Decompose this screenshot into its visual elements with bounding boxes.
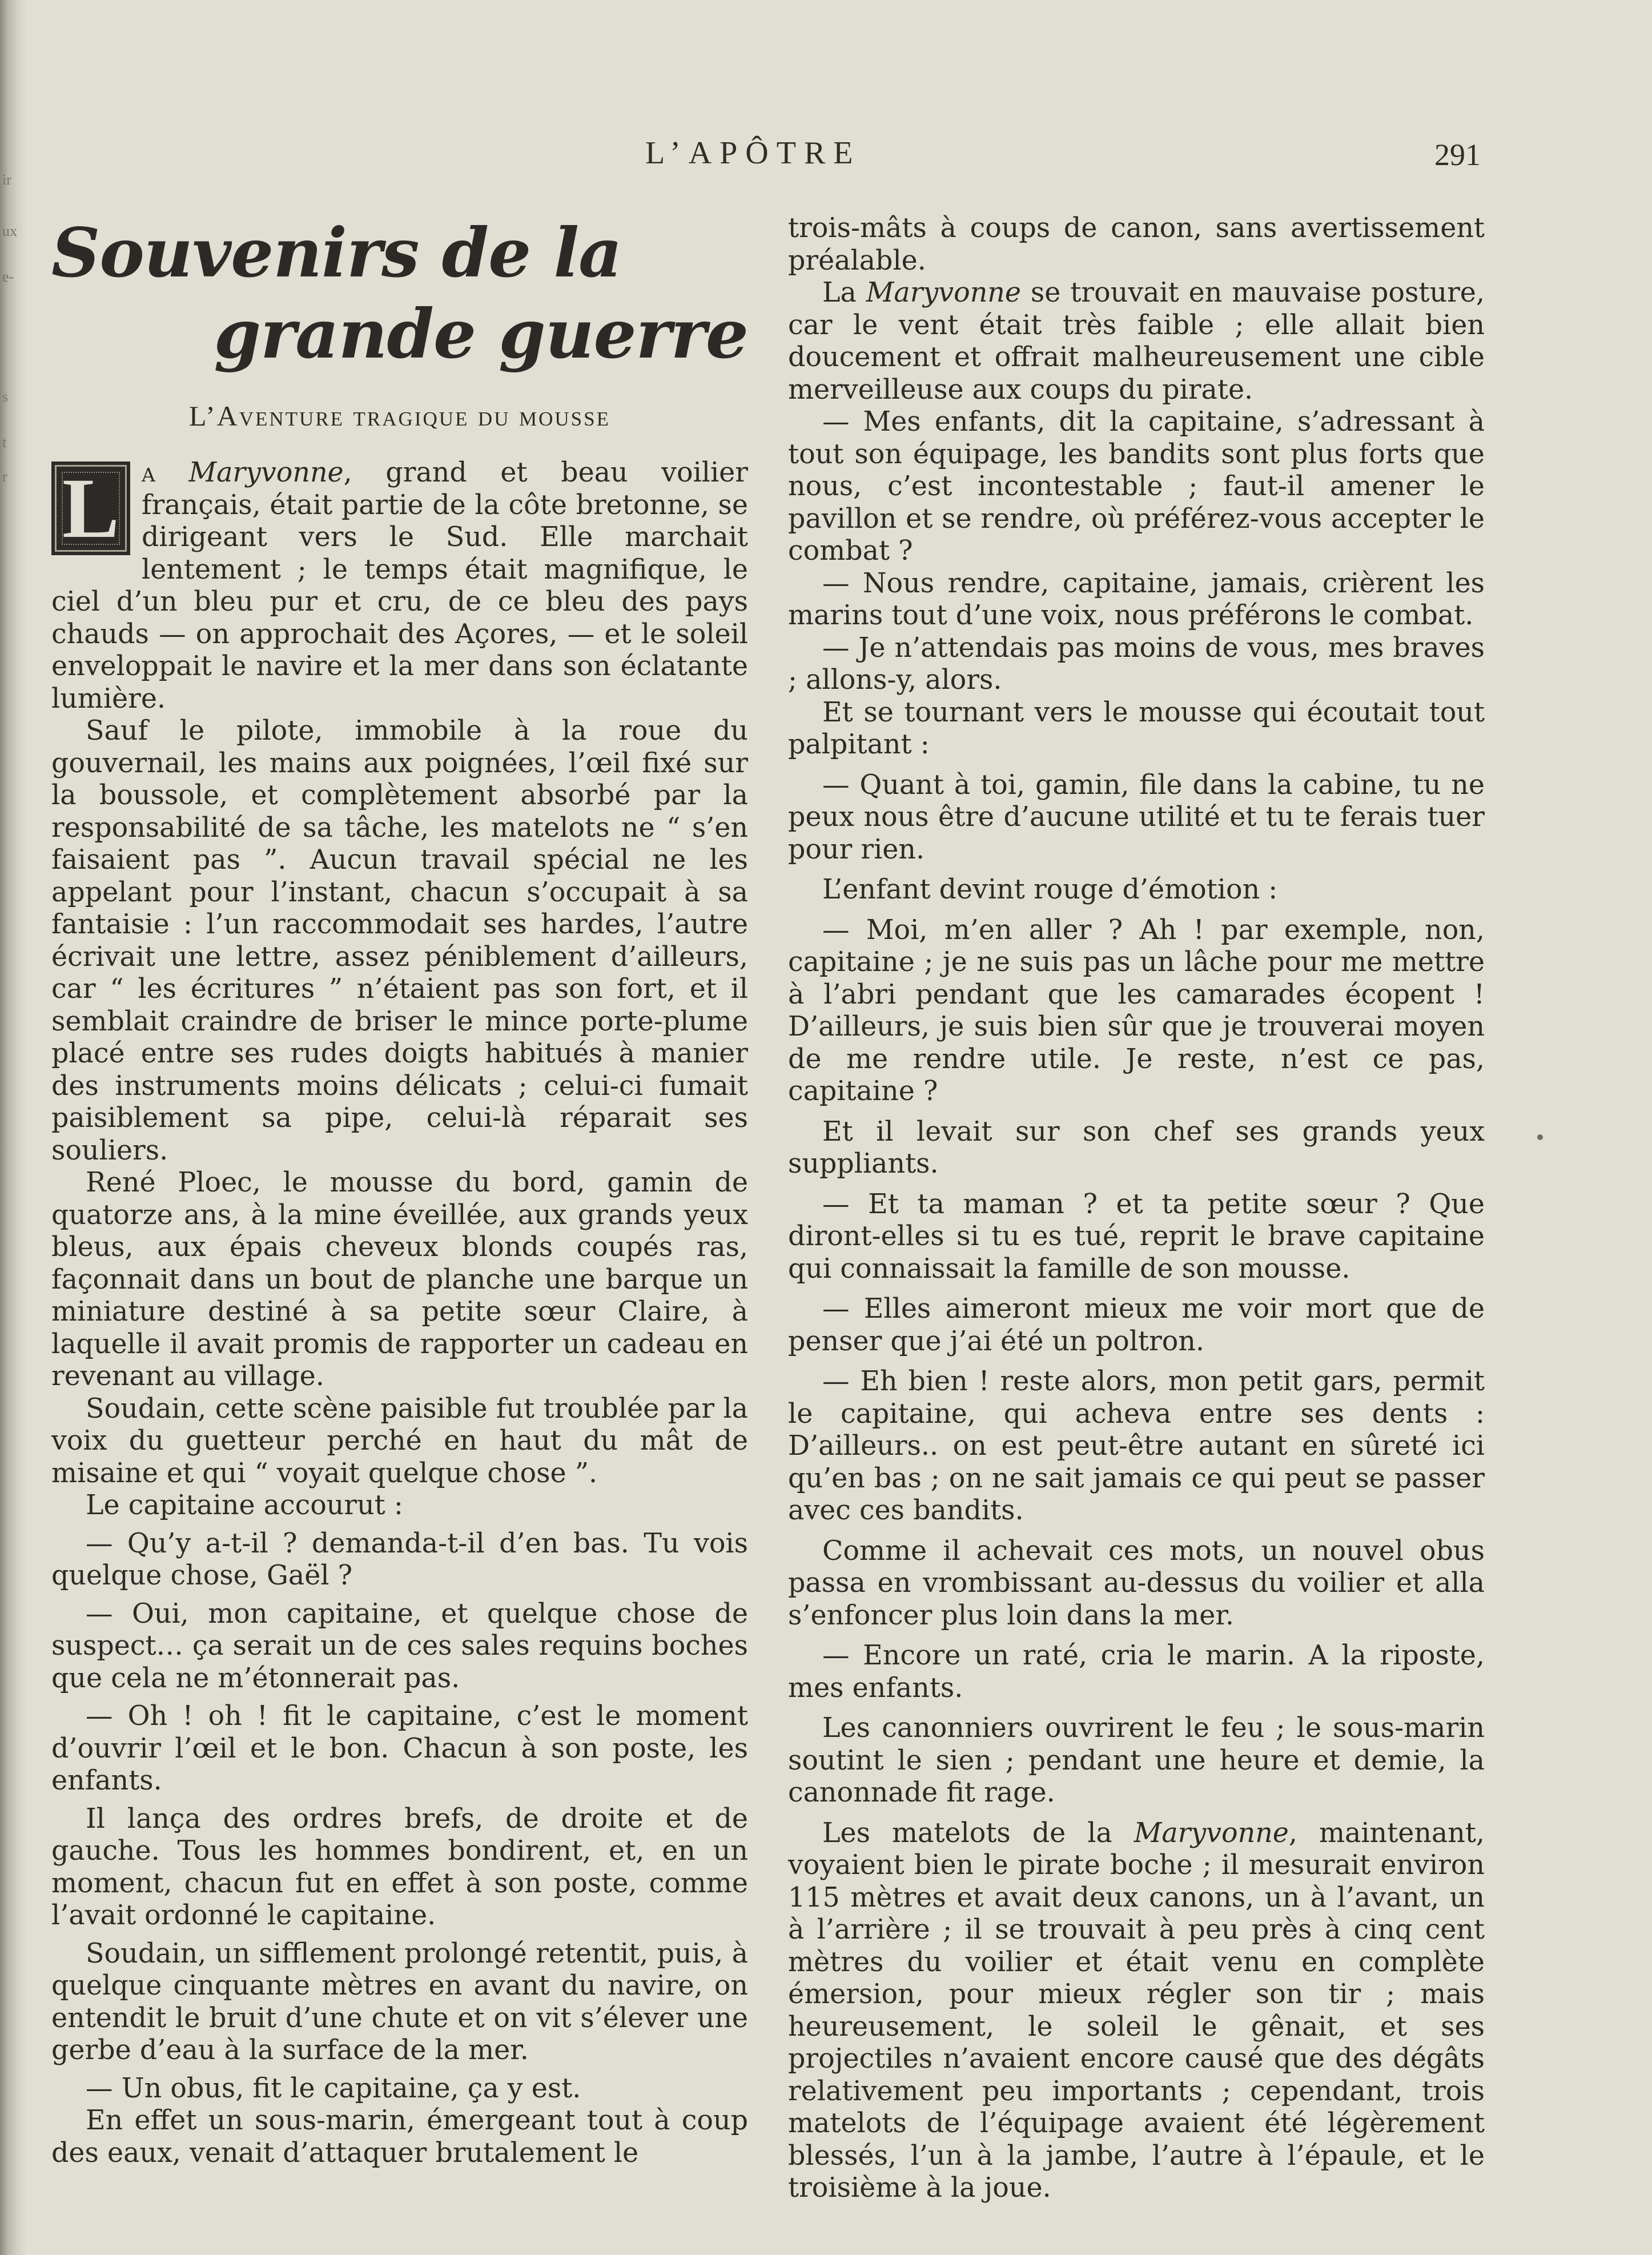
paragraph: Soudain, un sifflement prolongé retentit, puis, à quelque cinquante mètres en avant du navire, on entendit le bruit d’une chute et on vit s’élever une gerbe d’eau à la surface de la mer.: [51, 1937, 748, 2066]
ship-name: Maryvonne: [866, 277, 1022, 308]
book-binding-edge: [0, 0, 27, 2255]
ship-name: Maryvonne: [188, 457, 344, 488]
paragraph: — Et ta maman ? et ta petite sœur ? Que diront-elles si tu es tué, reprit le brave capitaine qui connaissait la famille de son mousse.: [788, 1188, 1485, 1285]
ink-speck: [1537, 1134, 1543, 1140]
paragraph: — Quant à toi, gamin, file dans la cabine, tu ne peux nous être d’aucune utilité et tu te ferais tuer pour rien.: [788, 769, 1485, 865]
paragraph-text: se trouvait en mauvaise posture, car le vent était très faible ; elle allait bien doucement et offrait malheureusement une cible merveilleuse aux coups du pirate.: [788, 277, 1485, 406]
paragraph: Il lança des ordres brefs, de droite et de gauche. Tous les hommes bondirent, et, en un moment, chacun fut en effet à son poste, comme l’avait ordonné le capitaine.: [51, 1803, 748, 1931]
left-column: [51, 212, 748, 2169]
margin-fragment: ux: [2, 223, 17, 239]
paragraph: — Je n’attendais pas moins de vous, mes braves ; allons-y, alors.: [788, 632, 1485, 696]
paragraph: Comme il achevait ces mots, un nouvel obus passa en vrombissant au-dessus du voilier et alla s’enfoncer plus loin dans la mer.: [788, 1535, 1485, 1631]
margin-fragment: e-: [2, 268, 14, 285]
paragraph: — Nous rendre, capitaine, jamais, crièrent les marins tout d’une voix, nous préférons le combat.: [788, 567, 1485, 631]
paragraph: Le capitaine accourut :: [86, 1490, 403, 1521]
paragraph: Soudain, cette scène paisible fut troublée par la voix du guetteur perché en haut du mât de misaine et qui “ voyait quelque chose ”.: [51, 1393, 748, 1489]
dropcap-continuation: a: [142, 457, 155, 488]
paragraph: [788, 277, 1485, 406]
paragraph: Les canonniers ouvrirent le feu ; le sous-marin soutint le sien ; pendant une heure et demie, la canonnade fit rage.: [788, 1712, 1485, 1808]
ornamental-dropcap: [51, 462, 130, 555]
margin-fragment: ir: [2, 171, 11, 188]
paragraph: Et se tournant vers le mousse qui écoutait tout palpitant :: [788, 696, 1485, 760]
paragraph: — Mes enfants, dit la capitaine, s’adressant à tout son équipage, les bandits sont plus forts que nous, c’est incontestable ; faut-il amener le pavillon et se rendre, où préférez-vous accepter le combat ?: [788, 406, 1485, 567]
page-number: 291: [1434, 138, 1481, 172]
margin-fragment: r: [2, 468, 7, 485]
dropcap-letter: L: [62, 461, 120, 556]
paragraph: — Un obus, fit le capitaine, ça y est.: [86, 2072, 581, 2104]
paragraph: [51, 457, 748, 715]
paragraph: trois-mâts à coups de canon, sans avertissement préalable.: [788, 212, 1485, 276]
paragraph: [788, 1817, 1485, 2205]
margin-fragment: s: [2, 388, 9, 405]
paragraph: — Moi, m’en aller ? Ah ! par exemple, non, capitaine ; je ne suis pas un lâche pour me mettre à l’abri pendant que les camarades écopent ! D’ailleurs, je suis bien sûr que je trouverai moyen de me rendre utile. Je reste, n’est ce pas, capitaine ?: [788, 914, 1485, 1107]
article-title-line-1: Souvenirs de la: [51, 213, 622, 292]
paragraph: — Oh ! oh ! fit le capitaine, c’est le moment d’ouvrir l’œil et le bon. Chacun à son poste, les enfants.: [51, 1700, 748, 1796]
running-title: L’APÔTRE: [645, 135, 861, 171]
paragraph: Et il levait sur son chef ses grands yeux suppliants.: [788, 1116, 1485, 1179]
paragraph: — Encore un raté, cria le marin. A la riposte, mes enfants.: [788, 1640, 1485, 1704]
paragraph: René Ploec, le mousse du bord, gamin de quatorze ans, à la mine éveillée, aux grands yeux bleus, aux épais cheveux blonds coupés ras, façonnait dans un bout de planche une barque un miniature destiné à sa petite sœur Claire, à laquelle il avait promis de rapporter un cadeau en revenant au village.: [51, 1167, 748, 1392]
paragraph: Sauf le pilote, immobile à la roue du gouvernail, les mains aux poignées, l’œil fixé sur la boussole, et complètement absorbé par la responsabilité de sa tâche, les matelots ne “ s’en faisaient pas ”. Aucun travail spécial ne les appelant pour l’instant, chacun s’occupait à sa fantaisie : l’un raccommodait ses hardes, l’autre écrivait une lettre, assez péniblement d’ailleurs, car “ les écritures ” n’étaient pas son fort, et il semblait craindre de briser le mince porte-plume placé entre ses rudes doigts habitués à manier des instruments moins délicats ; celui-ci fumait paisiblement sa pipe, celui-là réparait ses souliers.: [51, 715, 748, 1166]
paragraph: — Oui, mon capitaine, et quelque chose de suspect… ça serait un de ces sales requins boches que cela ne m’étonnerait pas.: [51, 1598, 748, 1694]
paragraph-text: Les matelots de la: [822, 1817, 1134, 1849]
article-subtitle: L’Aventure tragique du mousse: [189, 400, 610, 432]
margin-fragment: t: [2, 434, 7, 451]
article-title-line-2: grande guerre: [214, 294, 748, 374]
paragraph: En effet un sous-marin, émergeant tout à coup des eaux, venait d’attaquer brutalement le: [51, 2105, 748, 2169]
ship-name: Maryvonne: [1134, 1817, 1289, 1849]
paragraph: L’enfant devint rouge d’émotion :: [822, 874, 1278, 905]
paragraph-text: La: [822, 277, 866, 308]
paragraph-text: , grand et beau voilier français, était partie de la côte bretonne, se dirigeant vers le Sud. Elle marchait lentement ; le temps était magnifique, le ciel d’un bleu pur et cru, de ce bleu des pays chauds — on approchait des Açores, — et le soleil enveloppait le navire et la mer dans son éclatante lumière.: [51, 457, 748, 715]
paragraph: — Qu’y a-t-il ? demanda-t-il d’en bas. Tu vois quelque chose, Gaël ?: [51, 1527, 748, 1591]
paragraph: — Elles aimeront mieux me voir mort que de penser que j’ai été un poltron.: [788, 1293, 1485, 1357]
paragraph-text: , maintenant, voyaient bien le pirate boche ; il mesurait environ 115 mètres et avait deux canons, un à l’avant, un à l’arrière ; il se trouvait à peu près à cinq cent mètres du voilier et était venu en complète émersion, pour mieux régler son tir ; mais heureusement, le soleil le gênait, et ses projectiles n’avaient encore causé que des dégâts relativement peu importants ; cependant, trois matelots de l’équipage avaient été légèrement blessés, l’un à la jambe, l’autre à l’épaule, et le troisième à la joue.: [788, 1817, 1485, 2204]
right-column: [788, 212, 1485, 2205]
paragraph: — Eh bien ! reste alors, mon petit gars, permit le capitaine, qui acheva entre ses dents : D’ailleurs.. on est peut-être autant en sûreté ici qu’en bas ; on ne sait jamais ce qui peut se passer avec ces bandits.: [788, 1366, 1485, 1526]
